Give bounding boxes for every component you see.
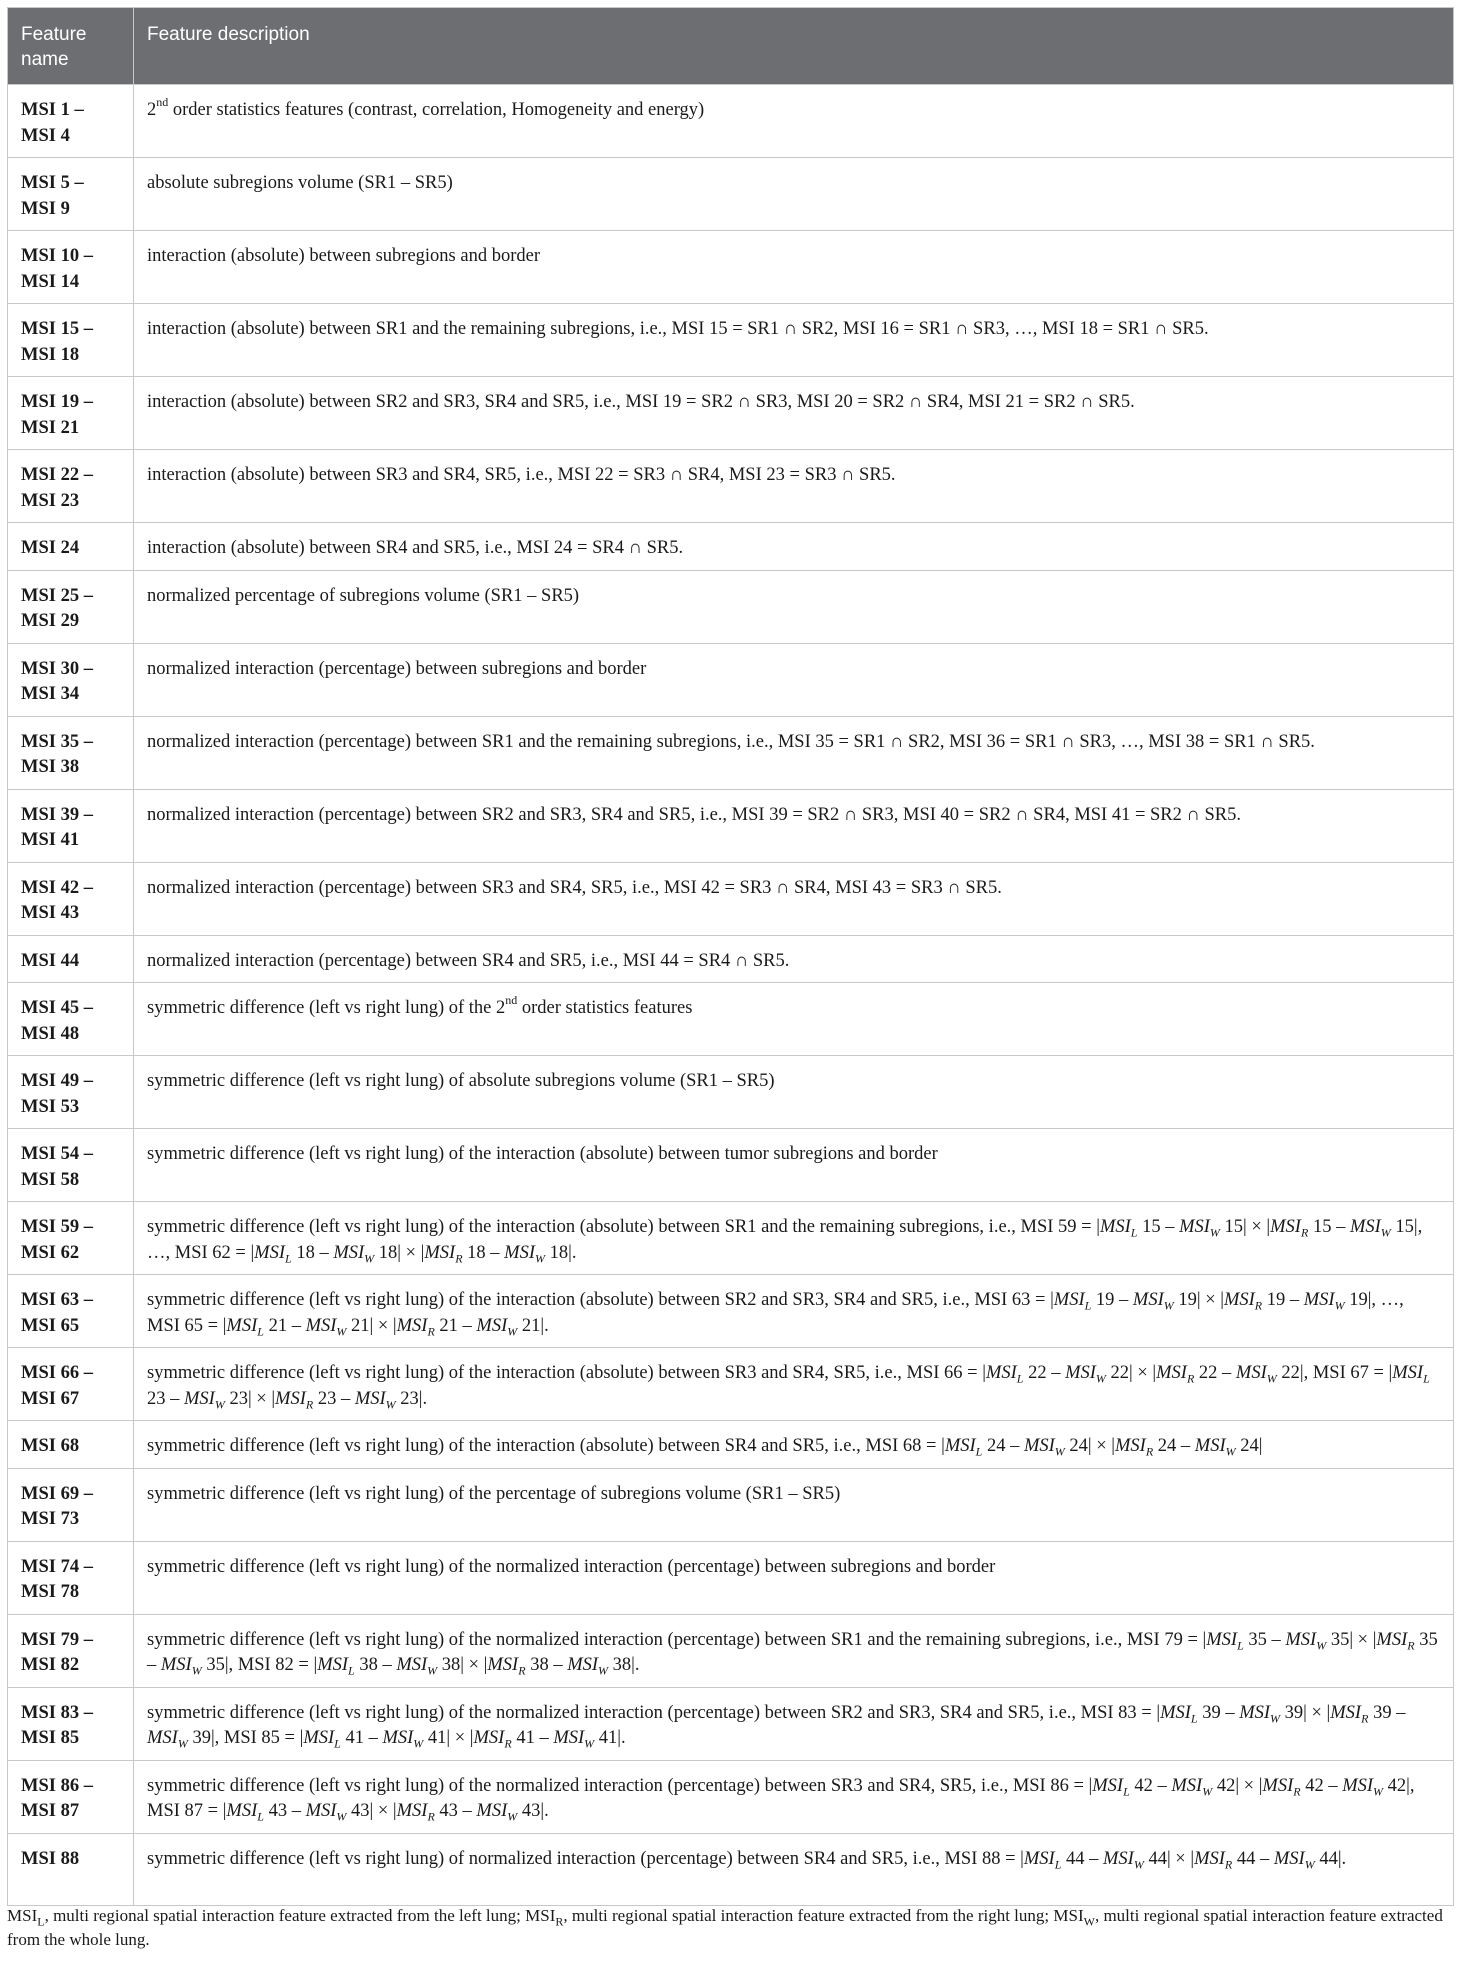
table-row (8, 523, 1454, 571)
feature-description-cell: symmetric difference (left vs right lung) of the interaction (absolute) between SR3 and SR4, SR5, i.e., MSI $66 = |MSI_L$ $22 - MSI_W$ $22| \times |MSI_R$ $22 - MSI_W$ 22|, MSI $67 = |MSI_L$ $23 - MSI_W$ $23| \times |MSI_R$ $23 - MSI_W$ 23|. (134, 1348, 1454, 1421)
table-row (8, 1541, 1454, 1614)
feature-name-cell: MSI 63 – MSI 65 (8, 1275, 134, 1348)
header-feature-description: Feature description (134, 8, 1454, 85)
table-header-row (8, 8, 1454, 85)
feature-description-cell: symmetric difference (left vs right lung) of normalized interaction (percentage) between SR4 and SR5, i.e., MSI $88 = |MSI_L$ $44 - MSI_W$ $44| \times |MSI_R$ $44 - MSI_W$ 44|. (134, 1833, 1454, 1906)
feature-description-cell: absolute subregions volume (SR1 – SR5) (134, 158, 1454, 231)
feature-description-cell: interaction (absolute) between SR4 and SR5, i.e., MSI 24 = SR4 ∩ SR5. (134, 523, 1454, 571)
feature-name-cell: MSI 49 – MSI 53 (8, 1056, 134, 1129)
feature-description-cell: normalized interaction (percentage) between SR4 and SR5, i.e., MSI 44 = SR4 ∩ SR5. (134, 935, 1454, 983)
feature-description-cell: interaction (absolute) between subregions and border (134, 231, 1454, 304)
feature-description-cell: symmetric difference (left vs right lung) of the normalized interaction (percentage) between SR3 and SR4, SR5, i.e., MSI $86 = |MSI_L$ $42 - MSI_W$ $42| \times |MSI_R$ $42 - MSI_W$ 42|, MSI $87 = |MSI_L$ $43 - MSI_W$ $43| \times |MSI_R$ $43 - MSI_W$ 43|. (134, 1760, 1454, 1833)
table-row (8, 716, 1454, 789)
table-row (8, 231, 1454, 304)
feature-name-cell: MSI 15 – MSI 18 (8, 304, 134, 377)
table-row (8, 85, 1454, 158)
feature-name-cell: MSI 24 (8, 523, 134, 571)
feature-name-cell: MSI 86 – MSI 87 (8, 1760, 134, 1833)
feature-description-cell: normalized percentage of subregions volume (SR1 – SR5) (134, 570, 1454, 643)
feature-description-cell: symmetric difference (left vs right lung) of the interaction (absolute) between SR4 and SR5, i.e., MSI $68 = |MSI_L$ $24 - MSI_W$ $24| \times |MSI_R$ $24 - MSI_W$ 24| (134, 1421, 1454, 1469)
feature-name-cell: MSI 69 – MSI 73 (8, 1468, 134, 1541)
table-row (8, 935, 1454, 983)
feature-name-cell: MSI 74 – MSI 78 (8, 1541, 134, 1614)
table-container (7, 7, 1453, 1906)
feature-description-cell: symmetric difference (left vs right lung) of the normalized interaction (percentage) between SR1 and the remaining subregions, i.e., MSI $79 = |MSI_L$ $35 - MSI_W$ $35| \times |MSI_R$ $35 - MSI_W$ 35|, MSI $82 = |MSI_L$ $38 - MSI_W$ $38| \times |MSI_R$ $38 - MSI_W$ 38|. (134, 1614, 1454, 1687)
feature-name-cell: MSI 59 – MSI 62 (8, 1202, 134, 1275)
feature-name-cell: MSI 54 – MSI 58 (8, 1129, 134, 1202)
feature-name-cell: MSI 35 – MSI 38 (8, 716, 134, 789)
feature-description-cell: normalized interaction (percentage) between SR1 and the remaining subregions, i.e., MSI 35 = SR1 ∩ SR2, MSI 36 = SR1 ∩ SR3, …, MSI 38 = SR1 ∩ SR5. (134, 716, 1454, 789)
table-row (8, 789, 1454, 862)
feature-description-cell: symmetric difference (left vs right lung) of absolute subregions volume (SR1 – SR5) (134, 1056, 1454, 1129)
table-row (8, 862, 1454, 935)
feature-name-cell: MSI 25 – MSI 29 (8, 570, 134, 643)
table-row (8, 1348, 1454, 1421)
feature-description-cell: symmetric difference (left vs right lung) of the normalized interaction (percentage) between subregions and border (134, 1541, 1454, 1614)
feature-description-cell: symmetric difference (left vs right lung) of the interaction (absolute) between SR1 and the remaining subregions, i.e., MSI $59 = |MSI_L$ $15 - MSI_W$ $15| \times |MSI_R$ $15 - MSI_W$ 15|, …, MSI $62 = |MSI_L$ $18 - MSI_W$ $18| \times |MSI_R$ $18 - MSI_W$ 18|. (134, 1202, 1454, 1275)
feature-description-cell: symmetric difference (left vs right lung) of the interaction (absolute) between SR2 and SR3, SR4 and SR5, i.e., MSI $63 = |MSI_L$ $19 - MSI_W$ $19| \times |MSI_R$ $19 - MSI_W$ 19|, …, MSI $65 = |MSI_L$ $21 - MSI_W$ $21| \times |MSI_R$ $21 - MSI_W$ 21|. (134, 1275, 1454, 1348)
feature-description-cell: symmetric difference (left vs right lung) of the 2nd order statistics features (134, 983, 1454, 1056)
feature-name-cell: MSI 39 – MSI 41 (8, 789, 134, 862)
feature-description-cell: 2nd order statistics features (contrast, correlation, Homogeneity and energy) (134, 85, 1454, 158)
table-footnote: $MSI_L$, multi regional spatial interaction feature extracted from the left lung; $MSI_R$, multi regional spatial interaction feature extracted from the right lung; $MSI_W$, multi regional spatial interaction feature extracted from the whole lung. (7, 1906, 1443, 1949)
table-body (8, 85, 1454, 1906)
feature-name-cell: MSI 30 – MSI 34 (8, 643, 134, 716)
feature-table (7, 7, 1454, 1906)
feature-name-cell: MSI 1 – MSI 4 (8, 85, 134, 158)
feature-name-cell: MSI 5 – MSI 9 (8, 158, 134, 231)
feature-description-cell: symmetric difference (left vs right lung) of the percentage of subregions volume (SR1 – SR5) (134, 1468, 1454, 1541)
feature-description-cell: interaction (absolute) between SR3 and SR4, SR5, i.e., MSI 22 = SR3 ∩ SR4, MSI 23 = SR3 ∩ SR5. (134, 450, 1454, 523)
feature-name-cell: MSI 68 (8, 1421, 134, 1469)
table-row (8, 983, 1454, 1056)
table-row (8, 450, 1454, 523)
feature-description-cell: symmetric difference (left vs right lung) of the interaction (absolute) between tumor subregions and border (134, 1129, 1454, 1202)
table-row (8, 1421, 1454, 1469)
feature-name-cell: MSI 88 (8, 1833, 134, 1906)
feature-name-cell: MSI 79 – MSI 82 (8, 1614, 134, 1687)
table-row (8, 1833, 1454, 1906)
feature-name-cell: MSI 10 – MSI 14 (8, 231, 134, 304)
feature-description-cell: interaction (absolute) between SR2 and SR3, SR4 and SR5, i.e., MSI 19 = SR2 ∩ SR3, MSI 20 = SR2 ∩ SR4, MSI 21 = SR2 ∩ SR5. (134, 377, 1454, 450)
feature-name-cell: MSI 45 – MSI 48 (8, 983, 134, 1056)
feature-description-cell: interaction (absolute) between SR1 and the remaining subregions, i.e., MSI 15 = SR1 ∩ SR2, MSI 16 = SR1 ∩ SR3, …, MSI 18 = SR1 ∩ SR5. (134, 304, 1454, 377)
feature-name-cell: MSI 42 – MSI 43 (8, 862, 134, 935)
table-row (8, 1614, 1454, 1687)
feature-description-cell: normalized interaction (percentage) between subregions and border (134, 643, 1454, 716)
table-row (8, 570, 1454, 643)
feature-name-cell: MSI 83 – MSI 85 (8, 1687, 134, 1760)
table-row (8, 1056, 1454, 1129)
table-row (8, 377, 1454, 450)
feature-description-cell: symmetric difference (left vs right lung) of the normalized interaction (percentage) between SR2 and SR3, SR4 and SR5, i.e., MSI $83 = |MSI_L$ $39 - MSI_W$ $39| \times |MSI_R$ $39 - MSI_W$ 39|, MSI $85 = |MSI_L$ $41 - MSI_W$ $41| \times |MSI_R$ $41 - MSI_W$ 41|. (134, 1687, 1454, 1760)
table-row (8, 158, 1454, 231)
table-row (8, 1468, 1454, 1541)
feature-name-cell: MSI 44 (8, 935, 134, 983)
header-feature-name: Feature name (8, 8, 134, 85)
table-row (8, 1129, 1454, 1202)
feature-description-cell: normalized interaction (percentage) between SR3 and SR4, SR5, i.e., MSI 42 = SR3 ∩ SR4, MSI 43 = SR3 ∩ SR5. (134, 862, 1454, 935)
table-row (8, 1760, 1454, 1833)
feature-name-cell: MSI 22 – MSI 23 (8, 450, 134, 523)
table-row (8, 1687, 1454, 1760)
table-row (8, 1275, 1454, 1348)
feature-description-cell: normalized interaction (percentage) between SR2 and SR3, SR4 and SR5, i.e., MSI 39 = SR2 ∩ SR3, MSI 40 = SR2 ∩ SR4, MSI 41 = SR2 ∩ SR5. (134, 789, 1454, 862)
feature-name-cell: MSI 66 – MSI 67 (8, 1348, 134, 1421)
table-row (8, 304, 1454, 377)
feature-name-cell: MSI 19 – MSI 21 (8, 377, 134, 450)
table-row (8, 1202, 1454, 1275)
table-row (8, 643, 1454, 716)
